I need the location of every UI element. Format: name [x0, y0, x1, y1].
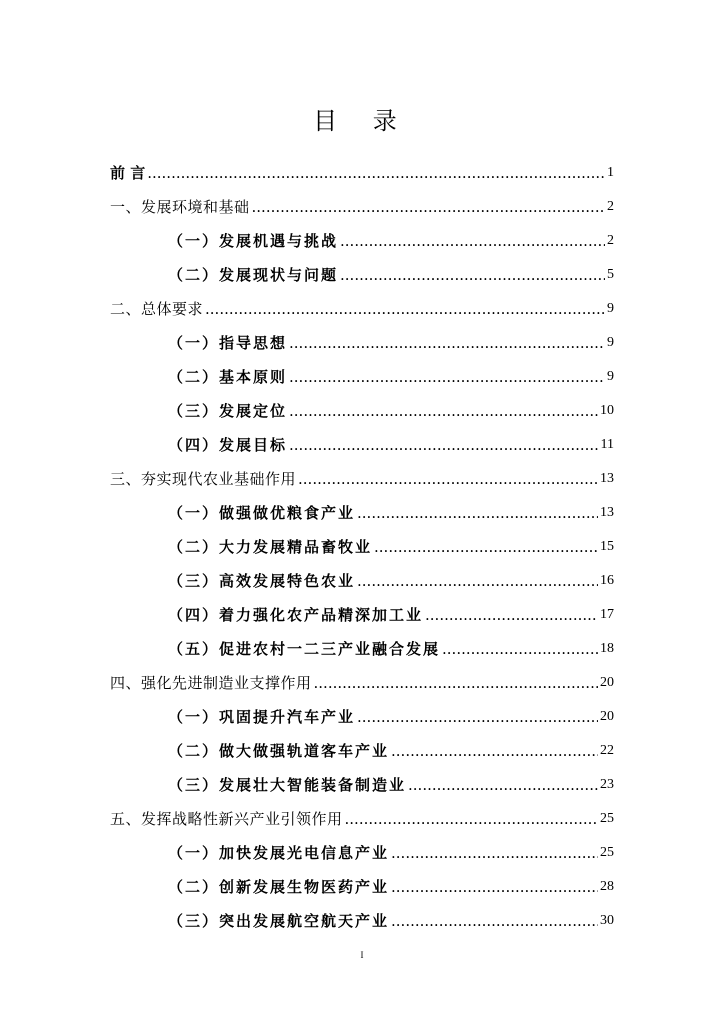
dot-leader: [289, 368, 605, 386]
toc-entry-page: 11: [600, 437, 614, 452]
dot-leader: [391, 912, 598, 930]
toc-entry-label: （一）巩固提升汽车产业: [168, 708, 356, 726]
toc-entry-subsection[interactable]: [110, 216, 614, 250]
toc-entry-subsection[interactable]: [110, 692, 614, 726]
toc-entry-label: 一、发展环境和基础: [110, 198, 250, 216]
toc-entry-page: 20: [600, 709, 614, 724]
toc-entry-page: 16: [600, 573, 614, 588]
toc-entry-label: 四、强化先进制造业支撑作用: [110, 674, 312, 692]
toc-entry-section[interactable]: [110, 658, 614, 692]
toc-entry-page: 25: [600, 811, 614, 826]
toc-entry-label: 二、总体要求: [110, 300, 204, 318]
toc-entry-subsection[interactable]: [110, 420, 614, 454]
toc-title: 目 录: [313, 107, 411, 135]
toc-entry-label: （三）发展壮大智能装备制造业: [168, 776, 407, 794]
toc-entry-page: 2: [607, 233, 614, 248]
toc-entry-label: （一）指导思想: [168, 334, 288, 352]
dot-leader: [391, 742, 598, 760]
toc-entry-subsection[interactable]: [110, 726, 614, 760]
table-of-contents: [110, 148, 614, 930]
dot-leader: [340, 232, 605, 250]
toc-entry-label: 前 言: [110, 164, 146, 182]
toc-entry-label: （四）着力强化农产品精深加工业: [168, 606, 424, 624]
toc-entry-page: 13: [600, 505, 614, 520]
toc-entry-label: （二）基本原则: [168, 368, 288, 386]
toc-entry-label: （四）发展目标: [168, 436, 288, 454]
toc-entry-subsection[interactable]: [110, 862, 614, 896]
toc-entry-subsection[interactable]: [110, 624, 614, 658]
toc-entry-page: 18: [600, 641, 614, 656]
toc-entry-subsection[interactable]: [110, 488, 614, 522]
toc-entry-subsection[interactable]: [110, 318, 614, 352]
toc-entry-page: 23: [600, 777, 614, 792]
toc-entry-subsection[interactable]: [110, 522, 614, 556]
dot-leader: [374, 538, 598, 556]
toc-entry-label: （五）促进农村一二三产业融合发展: [168, 640, 441, 658]
toc-entry-label: （三）高效发展特色农业: [168, 572, 356, 590]
dot-leader: [391, 844, 598, 862]
toc-entry-label: （一）发展机遇与挑战: [168, 232, 339, 250]
toc-entry-label: 五、发挥战略性新兴产业引领作用: [110, 810, 343, 828]
toc-entry-page: 9: [607, 335, 614, 350]
dot-leader: [289, 436, 599, 454]
toc-entry-page: 9: [607, 301, 614, 316]
dot-leader: [357, 708, 598, 726]
toc-entry-page: 20: [600, 675, 614, 690]
toc-entry-subsection[interactable]: [110, 590, 614, 624]
dot-leader: [442, 640, 598, 658]
toc-entry-subsection[interactable]: [110, 760, 614, 794]
toc-entry-subsection[interactable]: [110, 556, 614, 590]
dot-leader: [408, 776, 598, 794]
toc-entry-label: （二）发展现状与问题: [168, 266, 339, 284]
toc-entry-label: （三）突出发展航空航天产业: [168, 912, 390, 930]
toc-entry-page: 2: [607, 199, 614, 214]
dot-leader: [345, 810, 598, 828]
toc-entry-subsection[interactable]: [110, 386, 614, 420]
toc-entry-page: 30: [600, 913, 614, 928]
toc-entry-subsection[interactable]: [110, 828, 614, 862]
dot-leader: [298, 470, 598, 488]
toc-entry-page: 9: [607, 369, 614, 384]
toc-entry-section[interactable]: [110, 284, 614, 318]
toc-entry-page: 25: [600, 845, 614, 860]
dot-leader: [357, 504, 598, 522]
dot-leader: [357, 572, 598, 590]
toc-entry-subsection[interactable]: [110, 352, 614, 386]
toc-entry-label: （二）大力发展精品畜牧业: [168, 538, 373, 556]
dot-leader: [289, 402, 598, 420]
toc-entry-page: 22: [600, 743, 614, 758]
toc-entry-label: 三、夯实现代农业基础作用: [110, 470, 297, 488]
dot-leader: [340, 266, 605, 284]
toc-entry-subsection[interactable]: [110, 896, 614, 930]
toc-entry-page: 5: [607, 267, 614, 282]
toc-entry-page: 15: [600, 539, 614, 554]
toc-entry-label: （一）加快发展光电信息产业: [168, 844, 390, 862]
footer-page-number: I: [360, 950, 364, 960]
toc-entry-preface[interactable]: [110, 148, 614, 182]
toc-entry-label: （二）创新发展生物医药产业: [168, 878, 390, 896]
dot-leader: [425, 606, 598, 624]
toc-entry-subsection[interactable]: [110, 250, 614, 284]
dot-leader: [391, 878, 598, 896]
toc-entry-page: 17: [600, 607, 614, 622]
toc-entry-page: 13: [600, 471, 614, 486]
toc-entry-page: 10: [600, 403, 614, 418]
dot-leader: [147, 164, 605, 182]
toc-entry-label: （三）发展定位: [168, 402, 288, 420]
toc-entry-section[interactable]: [110, 794, 614, 828]
dot-leader: [314, 674, 598, 692]
dot-leader: [289, 334, 605, 352]
toc-entry-section[interactable]: [110, 182, 614, 216]
toc-entry-label: （二）做大做强轨道客车产业: [168, 742, 390, 760]
toc-entry-label: （一）做强做优粮食产业: [168, 504, 356, 522]
dot-leader: [252, 198, 605, 216]
toc-entry-page: 28: [600, 879, 614, 894]
dot-leader: [205, 300, 605, 318]
toc-entry-page: 1: [607, 165, 614, 180]
toc-entry-section[interactable]: [110, 454, 614, 488]
